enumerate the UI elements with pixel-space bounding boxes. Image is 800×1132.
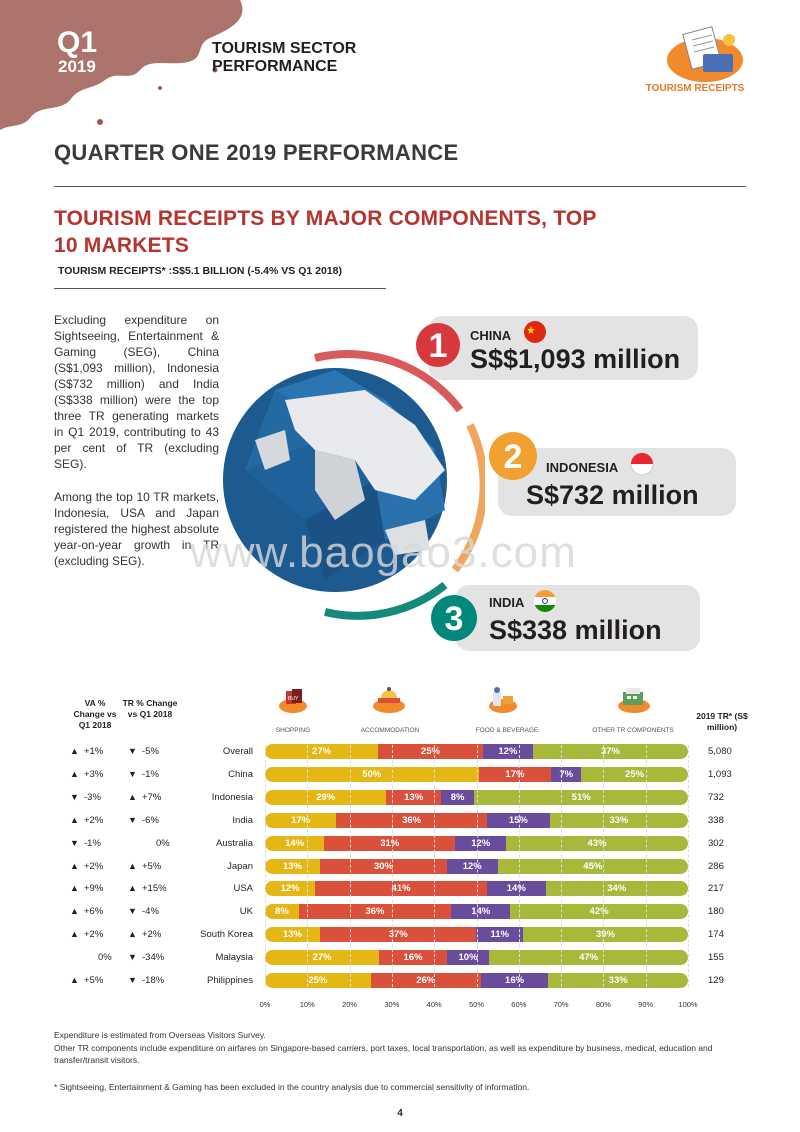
- up-arrow-icon: ▲: [128, 883, 137, 894]
- x-tick-label: 0%: [259, 1000, 271, 1009]
- up-arrow-icon: ▲: [128, 929, 137, 940]
- bar-segment-food-beverage: 12%: [483, 744, 533, 759]
- tr-value: 0%: [156, 837, 170, 849]
- divider: [54, 186, 746, 187]
- table-row: [0, 929, 800, 949]
- tr-change-cell: [128, 815, 178, 826]
- legend-accommodation: ACCOMMODATION: [360, 727, 420, 734]
- total-value: 732: [708, 791, 724, 803]
- bar-segment-food-beverage: 10%: [447, 950, 489, 965]
- tr-change-cell: [128, 769, 178, 780]
- tr-value: -1%: [142, 768, 159, 780]
- summary-paragraph-1: Excluding expenditure on Sightseeing, Entertainment & Gaming (SEG), China (S$1,093 million), Indonesia (S$732 million) and India (S$338 million) were the top three TR generating markets in Q1 2019, contributing to 43 per cent of TR (excluding SEG).: [54, 313, 219, 471]
- va-change-cell: [70, 792, 120, 803]
- table-row: [0, 952, 800, 972]
- top-market-card-china: [428, 316, 698, 380]
- gridline: [307, 745, 308, 987]
- tr-value: +15%: [142, 883, 167, 895]
- page-title: QUARTER ONE 2019 PERFORMANCE: [54, 140, 459, 165]
- x-tick-label: 90%: [638, 1000, 654, 1009]
- top-market-card-india: [455, 585, 700, 651]
- up-arrow-icon: ▲: [70, 906, 79, 917]
- tr-value: -34%: [142, 952, 165, 964]
- bar-segment-other-tr-components: 33%: [550, 813, 688, 828]
- va-value: +5%: [84, 975, 104, 986]
- watermark: www.baogao3.com: [190, 528, 577, 577]
- down-arrow-icon: ▼: [128, 814, 137, 825]
- x-tick-label: 10%: [299, 1000, 315, 1009]
- va-value: +2%: [84, 814, 104, 826]
- va-change-cell: [70, 883, 120, 894]
- up-arrow-icon: ▲: [70, 860, 79, 871]
- table-row: [0, 792, 800, 812]
- bar-segment-other-tr-components: 25%: [581, 767, 688, 782]
- gridline: [519, 745, 520, 987]
- table-row: [0, 815, 800, 835]
- legend-other-components: OTHER TR COMPONENTS: [592, 727, 674, 734]
- va-change-cell: [70, 838, 120, 849]
- bar-segment-food-beverage: 16%: [481, 973, 549, 988]
- total-value: 286: [708, 860, 724, 872]
- bar-segment-other-tr-components: 47%: [489, 950, 688, 965]
- market-name: USA: [233, 883, 253, 895]
- header-title: [212, 40, 356, 76]
- rank-badge: 3: [431, 595, 477, 641]
- up-arrow-icon: ▲: [70, 883, 79, 894]
- bar-segment-shopping: 13%: [265, 927, 320, 942]
- x-tick-label: 70%: [553, 1000, 569, 1009]
- down-arrow-icon: ▼: [128, 975, 137, 985]
- bar-segment-food-beverage: 8%: [441, 790, 475, 805]
- market-amount: S$$1,093 million: [470, 344, 681, 374]
- x-tick-label: 40%: [426, 1000, 442, 1009]
- tr-change-cell: [128, 861, 178, 872]
- va-change-cell: [70, 952, 120, 963]
- bar-segment-accommodation: 30%: [320, 859, 447, 874]
- tr-change-header: TR % Change vs Q1 2018: [122, 698, 178, 719]
- va-change-cell: [70, 975, 120, 986]
- divider: [54, 288, 386, 289]
- quarter-year: 2019: [58, 57, 96, 76]
- bar-segment-food-beverage: 7%: [551, 767, 581, 782]
- total-value: 302: [708, 837, 724, 849]
- tr-value: -5%: [142, 746, 159, 757]
- footnote-3: * Sightseeing, Entertainment & Gaming has been excluded in the country analysis due to commercial sensitivity of information.: [54, 1082, 530, 1092]
- gridline: [434, 745, 435, 987]
- market-name: India: [232, 814, 253, 826]
- va-change-cell: [70, 815, 120, 826]
- down-arrow-icon: ▼: [128, 768, 137, 779]
- china-flag-icon: [523, 320, 547, 344]
- bar-segment-other-tr-components: 43%: [506, 836, 688, 851]
- va-value: +3%: [84, 768, 104, 780]
- x-tick-label: 30%: [384, 1000, 400, 1009]
- total-value: 5,080: [708, 746, 732, 757]
- tr-value: +2%: [142, 929, 162, 941]
- up-arrow-icon: ▲: [70, 768, 79, 779]
- bar-segment-other-tr-components: 34%: [546, 881, 688, 896]
- x-tick-label: 80%: [595, 1000, 611, 1009]
- up-arrow-icon: ▲: [128, 860, 137, 871]
- rank-badge: 2: [489, 432, 537, 480]
- table-row: [0, 975, 800, 995]
- market-name: South Korea: [200, 929, 253, 941]
- market-name: China: [228, 768, 253, 780]
- quarter-label: Q1: [57, 26, 98, 59]
- bar-segment-accommodation: 26%: [371, 973, 481, 988]
- va-change-cell: [70, 929, 120, 940]
- tr-value: +5%: [142, 860, 162, 872]
- table-row: [0, 769, 800, 789]
- tr-change-cell: [128, 838, 178, 849]
- summary-paragraph-2: Among the top 10 TR markets, Indonesia, USA and Japan registered the highest absolute year-on-year growth in TR (excluding SEG).: [54, 490, 219, 568]
- header-title-line1: TOURISM SECTOR: [212, 40, 357, 57]
- total-value: 217: [708, 883, 724, 895]
- gridline: [265, 745, 266, 987]
- bar-segment-accommodation: 37%: [320, 927, 477, 942]
- bar-segment-food-beverage: 11%: [476, 927, 523, 942]
- legend-food-beverage: FOOD & BEVERAGE: [475, 727, 539, 734]
- market-name: Malaysia: [215, 952, 253, 964]
- footnote-1: Expenditure is estimated from Overseas Visitors Survey.: [54, 1030, 266, 1040]
- tourism-receipts-badge: TOURISM RECEIPTS: [645, 83, 745, 94]
- gridline: [477, 745, 478, 987]
- gridline: [392, 745, 393, 987]
- table-row: [0, 861, 800, 881]
- market-name: Indonesia: [211, 791, 253, 803]
- shopping-bags-icon: [278, 686, 308, 714]
- va-value: 0%: [98, 952, 112, 964]
- total-value: 1,093: [708, 768, 732, 780]
- va-value: +2%: [84, 860, 104, 872]
- va-change-cell: [70, 906, 120, 917]
- bar-segment-shopping: 50%: [265, 767, 479, 782]
- market-amount: S$338 million: [489, 615, 662, 645]
- bar-segment-other-tr-components: 51%: [474, 790, 688, 805]
- va-value: +9%: [84, 883, 104, 895]
- up-arrow-icon: ▲: [70, 746, 79, 756]
- va-change-cell: [70, 769, 120, 780]
- gridline: [688, 745, 689, 987]
- va-change-header: VA % Change vs Q1 2018: [73, 698, 117, 730]
- va-change-cell: [70, 861, 120, 872]
- section-title: TOURISM RECEIPTS BY MAJOR COMPONENTS, TOP 10 MARKETS: [54, 207, 597, 257]
- table-row: [0, 838, 800, 858]
- market-amount: S$732 million: [526, 480, 699, 510]
- bar-segment-food-beverage: 15%: [487, 813, 550, 828]
- hotel-bell-icon: [372, 686, 406, 714]
- tr-change-cell: [128, 746, 178, 757]
- bar-segment-other-tr-components: 42%: [510, 904, 688, 919]
- x-tick-label: 100%: [678, 1000, 698, 1009]
- market-name: Philippines: [207, 975, 253, 986]
- bar-segment-accommodation: 41%: [315, 881, 487, 896]
- market-name: Australia: [216, 837, 253, 849]
- tr-change-cell: [128, 906, 178, 917]
- va-change-cell: [70, 746, 120, 757]
- bar-segment-food-beverage: 14%: [487, 881, 546, 896]
- food-beverage-icon: [488, 684, 518, 714]
- total-value: 180: [708, 906, 724, 918]
- table-row: [0, 906, 800, 926]
- bar-segment-food-beverage: 12%: [455, 836, 506, 851]
- bar-segment-shopping: 27%: [265, 744, 378, 759]
- tr-value: -4%: [142, 906, 159, 918]
- svg-text:BUY: BUY: [288, 696, 299, 702]
- tr-value: -6%: [142, 814, 159, 826]
- va-value: +2%: [84, 929, 104, 941]
- tr-value: +7%: [142, 791, 162, 803]
- gridline: [350, 745, 351, 987]
- tr-change-cell: [128, 792, 178, 803]
- x-tick-label: 50%: [468, 1000, 484, 1009]
- gridline: [561, 745, 562, 987]
- down-arrow-icon: ▼: [70, 837, 79, 848]
- bar-segment-shopping: 12%: [265, 881, 315, 896]
- up-arrow-icon: ▲: [70, 814, 79, 825]
- va-value: -1%: [84, 837, 101, 849]
- tr-value: -18%: [142, 975, 165, 986]
- up-arrow-icon: ▲: [70, 929, 79, 940]
- tr-change-cell: [128, 952, 178, 963]
- bar-segment-food-beverage: 12%: [447, 859, 498, 874]
- up-arrow-icon: ▲: [128, 791, 137, 802]
- down-arrow-icon: ▼: [128, 746, 137, 756]
- bar-segment-other-tr-components: 37%: [533, 744, 688, 759]
- bar-segment-other-tr-components: 39%: [523, 927, 688, 942]
- up-arrow-icon: ▲: [70, 975, 79, 985]
- va-value: -3%: [84, 791, 101, 803]
- tr-change-cell: [128, 883, 178, 894]
- market-name: Japan: [227, 860, 253, 872]
- total-value: 338: [708, 814, 724, 826]
- section-subtitle: TOURISM RECEIPTS* :S$5.1 BILLION (-5.4% VS Q1 2018): [58, 265, 342, 277]
- total-value: 174: [708, 929, 724, 941]
- down-arrow-icon: ▼: [128, 906, 137, 917]
- bar-segment-shopping: 8%: [265, 904, 299, 919]
- market-name: UK: [239, 906, 253, 918]
- gridline: [646, 745, 647, 987]
- bar-segment-shopping: 17%: [265, 813, 336, 828]
- indonesia-flag-icon: [630, 452, 654, 476]
- bar-segment-shopping: 13%: [265, 859, 320, 874]
- header-title-line2: PERFORMANCE: [212, 58, 338, 75]
- down-arrow-icon: ▼: [70, 791, 79, 802]
- other-components-icon: [617, 684, 651, 714]
- page-number: 4: [397, 1108, 403, 1119]
- bar-segment-shopping: 27%: [265, 950, 379, 965]
- bar-segment-accommodation: 25%: [378, 744, 483, 759]
- bar-segment-shopping: 29%: [265, 790, 386, 805]
- total-value: 155: [708, 952, 724, 964]
- bar-segment-other-tr-components: 45%: [498, 859, 688, 874]
- bar-segment-food-beverage: 14%: [451, 904, 510, 919]
- india-flag-icon: [533, 589, 557, 613]
- country-name: CHINA: [470, 328, 512, 343]
- x-tick-label: 20%: [342, 1000, 358, 1009]
- va-value: +1%: [84, 746, 104, 757]
- bar-segment-accommodation: 17%: [479, 767, 552, 782]
- tourism-receipts-icon: [665, 20, 745, 84]
- total-header: 2019 TR* (S$ million): [696, 711, 748, 732]
- bar-segment-accommodation: 36%: [299, 904, 451, 919]
- total-value: 129: [708, 975, 724, 986]
- rank-badge: 1: [416, 323, 460, 367]
- down-arrow-icon: ▼: [128, 952, 137, 963]
- bar-segment-accommodation: 36%: [336, 813, 487, 828]
- x-tick-label: 60%: [511, 1000, 527, 1009]
- market-name: Overall: [222, 746, 253, 757]
- bar-segment-accommodation: 16%: [379, 950, 447, 965]
- bar-segment-shopping: 25%: [265, 973, 371, 988]
- country-name: INDIA: [489, 595, 525, 610]
- bar-segment-shopping: 14%: [265, 836, 324, 851]
- footnote-2: Other TR components include expenditure on airfares on Singapore-based carriers, port taxes, local transportation, as well as expenditure by business, medical, education and transfer/transit visitors.: [54, 1043, 713, 1065]
- tr-change-cell: [128, 929, 178, 940]
- va-value: +6%: [84, 906, 104, 918]
- bar-segment-accommodation: 31%: [324, 836, 455, 851]
- country-name: INDONESIA: [546, 460, 619, 475]
- tr-change-cell: [128, 975, 178, 986]
- bar-segment-other-tr-components: 33%: [548, 973, 688, 988]
- table-row: [0, 746, 800, 766]
- bar-segment-accommodation: 13%: [386, 790, 440, 805]
- gridline: [603, 745, 604, 987]
- table-row: [0, 883, 800, 903]
- legend-shopping: SHOPPING: [275, 727, 311, 734]
